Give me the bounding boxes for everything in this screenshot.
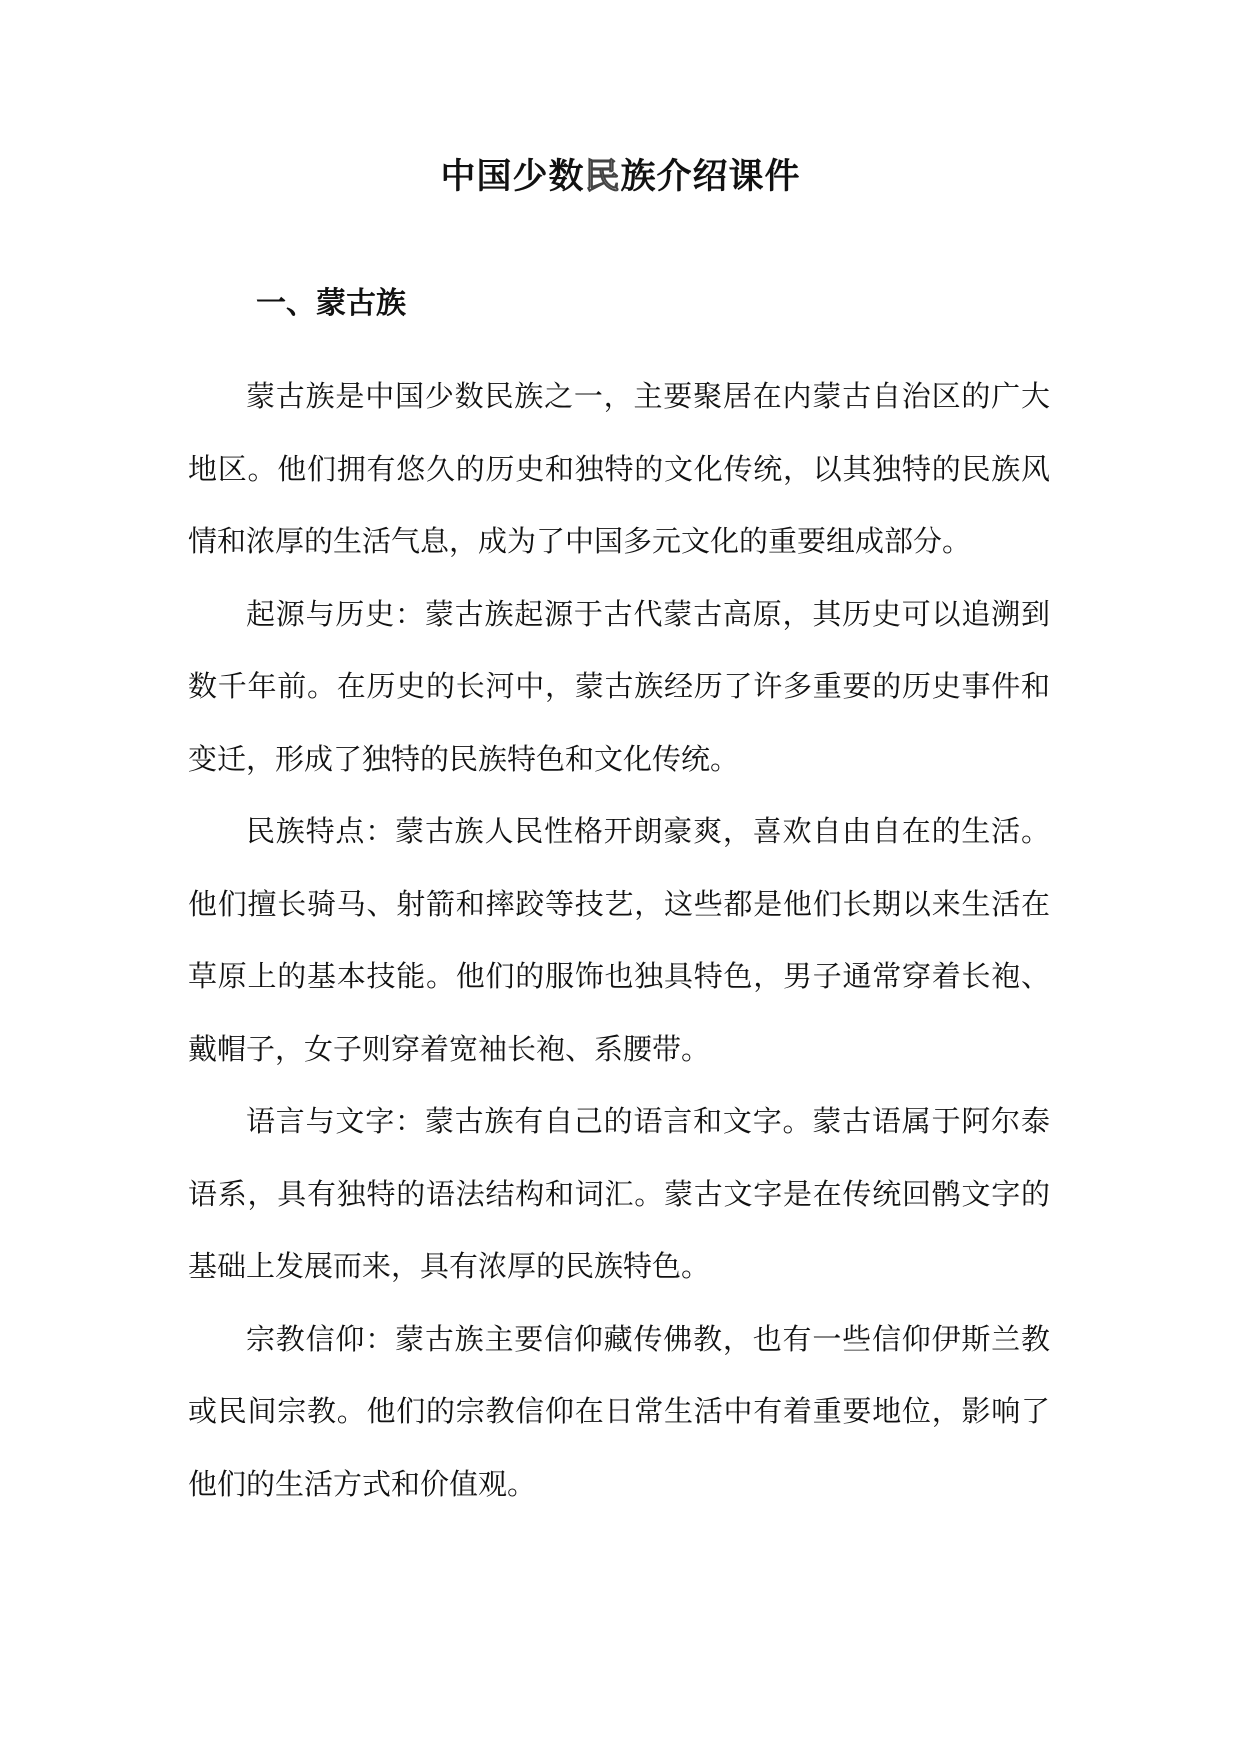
document-title (0, 146, 1241, 208)
title-text-outlined: 民 (584, 157, 621, 197)
title-text-start: 中国少数 (440, 157, 585, 197)
paragraph-ethnic-traits: 民族特点：蒙古族人民性格开朗豪爽，喜欢自由自在的生活。他们擅长骑马、射箭和摔跤等技艺，这些都是他们长期以来生活在草原上的基本技能。他们的服饰也独具特色，男子通常穿着长袍、戴帽子，女子则穿着宽袖长袍、系腰带。 (188, 814, 1050, 1066)
body-text (188, 360, 1050, 1520)
title-text-end: 族介绍课件 (620, 157, 801, 197)
paragraph-language-script: 语言与文字：蒙古族有自己的语言和文字。蒙古语属于阿尔泰语系，具有独特的语法结构和词汇。蒙古文字是在传统回鹘文字的基础上发展而来，具有浓厚的民族特色。 (188, 1104, 1050, 1283)
section-heading: 一、蒙古族 (256, 286, 406, 321)
paragraph-religion: 宗教信仰：蒙古族主要信仰藏传佛教，也有一些信仰伊斯兰教或民间宗教。他们的宗教信仰在日常生活中有着重要地位，影响了他们的生活方式和价值观。 (188, 1321, 1050, 1501)
paragraph-origin-history: 起源与历史：蒙古族起源于古代蒙古高原，其历史可以追溯到数千年前。在历史的长河中，蒙古族经历了许多重要的历史事件和变迁，形成了独特的民族特色和文化传统。 (188, 596, 1050, 776)
paragraph-intro: 蒙古族是中国少数民族之一，主要聚居在内蒙古自治区的广大地区。他们拥有悠久的历史和独特的文化传统，以其独特的民族风情和浓厚的生活气息，成为了中国多元文化的重要组成部分。 (188, 379, 1050, 558)
